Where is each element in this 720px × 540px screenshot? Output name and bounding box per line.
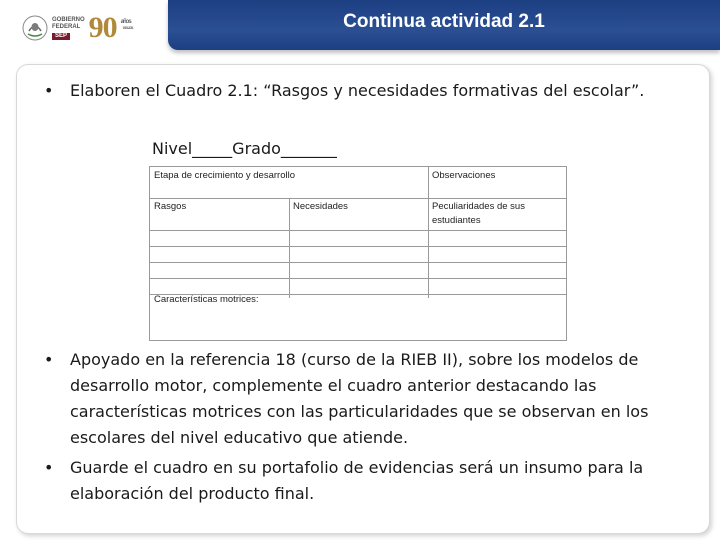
bullet-marker: • xyxy=(44,81,54,100)
cuadro-2-1-table xyxy=(149,166,567,341)
bullet-3-line-2: elaboración del producto final. xyxy=(70,484,315,503)
table-header-observaciones: Observaciones xyxy=(432,170,496,181)
table-divider xyxy=(289,198,290,298)
table-divider xyxy=(150,198,566,199)
bullet-2-line-1: Apoyado en la referencia 18 (curso de la RIEB II), sobre los modelos de xyxy=(70,350,639,369)
table-header-peculiaridades-2: estudiantes xyxy=(432,215,481,226)
bullet-1-text: Elaboren el Cuadro 2.1: “Rasgos y necesidades formativas del escolar”. xyxy=(70,81,645,100)
logo-90 xyxy=(88,11,133,44)
table-divider xyxy=(150,262,566,263)
bullet-marker: • xyxy=(44,458,54,477)
table-divider xyxy=(150,246,566,247)
nivel-grado-line: Nivel_____Grado_______ xyxy=(152,139,337,158)
logo-org-text xyxy=(52,17,85,40)
logo-anos: años xyxy=(120,19,131,25)
bullet-2-line-4: escolares del nivel educativo que atiende. xyxy=(70,428,409,447)
table-header-rasgos: Rasgos xyxy=(154,201,187,212)
table-caracteristicas-motrices: Características motrices: xyxy=(154,294,259,305)
logo-org-line2: FEDERAL xyxy=(52,23,81,30)
logo-years: 1921 - 2011 xyxy=(122,25,133,30)
bullet-2-line-2: desarrollo motor, complemente el cuadro anterior destacando las xyxy=(70,376,597,395)
table-header-etapa: Etapa de crecimiento y desarrollo xyxy=(154,170,295,181)
logo-number: 90 xyxy=(88,11,117,44)
mexico-coat-of-arms-icon xyxy=(22,15,48,41)
sep-badge: SEP xyxy=(52,33,70,40)
slide-title: Continua actividad 2.1 xyxy=(343,11,545,32)
sep-90-anos-logo xyxy=(16,6,166,50)
table-header-peculiaridades-1: Peculiaridades de sus xyxy=(432,201,525,212)
bullet-marker: • xyxy=(44,350,54,369)
bullet-2-line-3: características motrices con las particularidades que se observan en los xyxy=(70,402,649,421)
table-header-necesidades: Necesidades xyxy=(293,201,348,212)
bullet-3-line-1: Guarde el cuadro en su portafolio de evidencias será un insumo para la xyxy=(70,458,644,477)
title-bar xyxy=(168,0,720,50)
table-divider xyxy=(150,230,566,231)
logo-org-line1: GOBIERNO xyxy=(52,16,85,23)
table-divider xyxy=(150,278,566,279)
